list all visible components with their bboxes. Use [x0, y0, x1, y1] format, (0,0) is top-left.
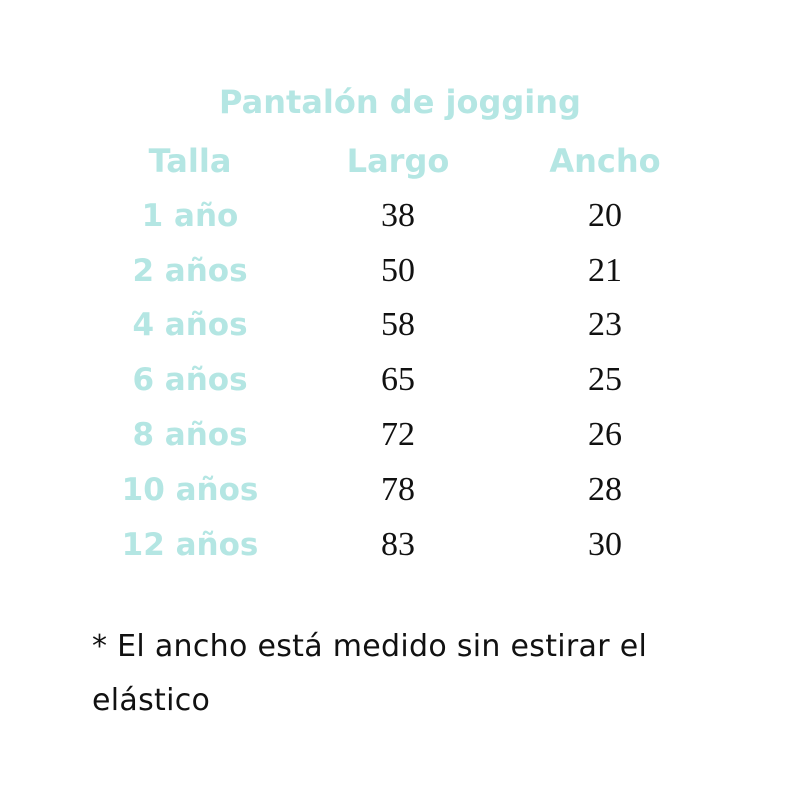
size-cell: 4 años	[132, 307, 248, 344]
table-row	[0, 298, 800, 353]
length-cell: 65	[381, 361, 415, 399]
table-header-row	[0, 134, 800, 189]
size-cell: 8 años	[132, 416, 248, 453]
table-row	[0, 189, 800, 244]
size-cell: 2 años	[132, 252, 248, 289]
length-cell: 78	[381, 470, 415, 508]
width-cell: 21	[588, 251, 622, 289]
page-title: Pantalón de jogging	[219, 83, 581, 121]
length-cell: 38	[381, 196, 415, 234]
header-largo: Largo	[346, 142, 450, 180]
length-cell: 83	[381, 525, 415, 563]
table-row	[0, 353, 800, 408]
size-table	[0, 134, 800, 572]
size-cell: 1 año	[141, 197, 239, 234]
width-cell: 30	[588, 525, 622, 563]
header-ancho: Ancho	[549, 142, 661, 180]
table-row	[0, 408, 800, 463]
table-row	[0, 518, 800, 573]
width-cell: 28	[588, 470, 622, 508]
footnote: * El ancho está medido sin estirar el elástico	[92, 629, 648, 718]
size-cell: 6 años	[132, 362, 248, 399]
width-cell: 26	[588, 415, 622, 453]
size-cell: 10 años	[121, 471, 259, 508]
width-cell: 23	[588, 306, 622, 344]
table-row	[0, 463, 800, 518]
length-cell: 50	[381, 251, 415, 289]
width-cell: 25	[588, 361, 622, 399]
width-cell: 20	[588, 196, 622, 234]
length-cell: 72	[381, 415, 415, 453]
table-row	[0, 244, 800, 299]
length-cell: 58	[381, 306, 415, 344]
header-talla: Talla	[148, 142, 232, 180]
size-cell: 12 años	[121, 526, 259, 563]
